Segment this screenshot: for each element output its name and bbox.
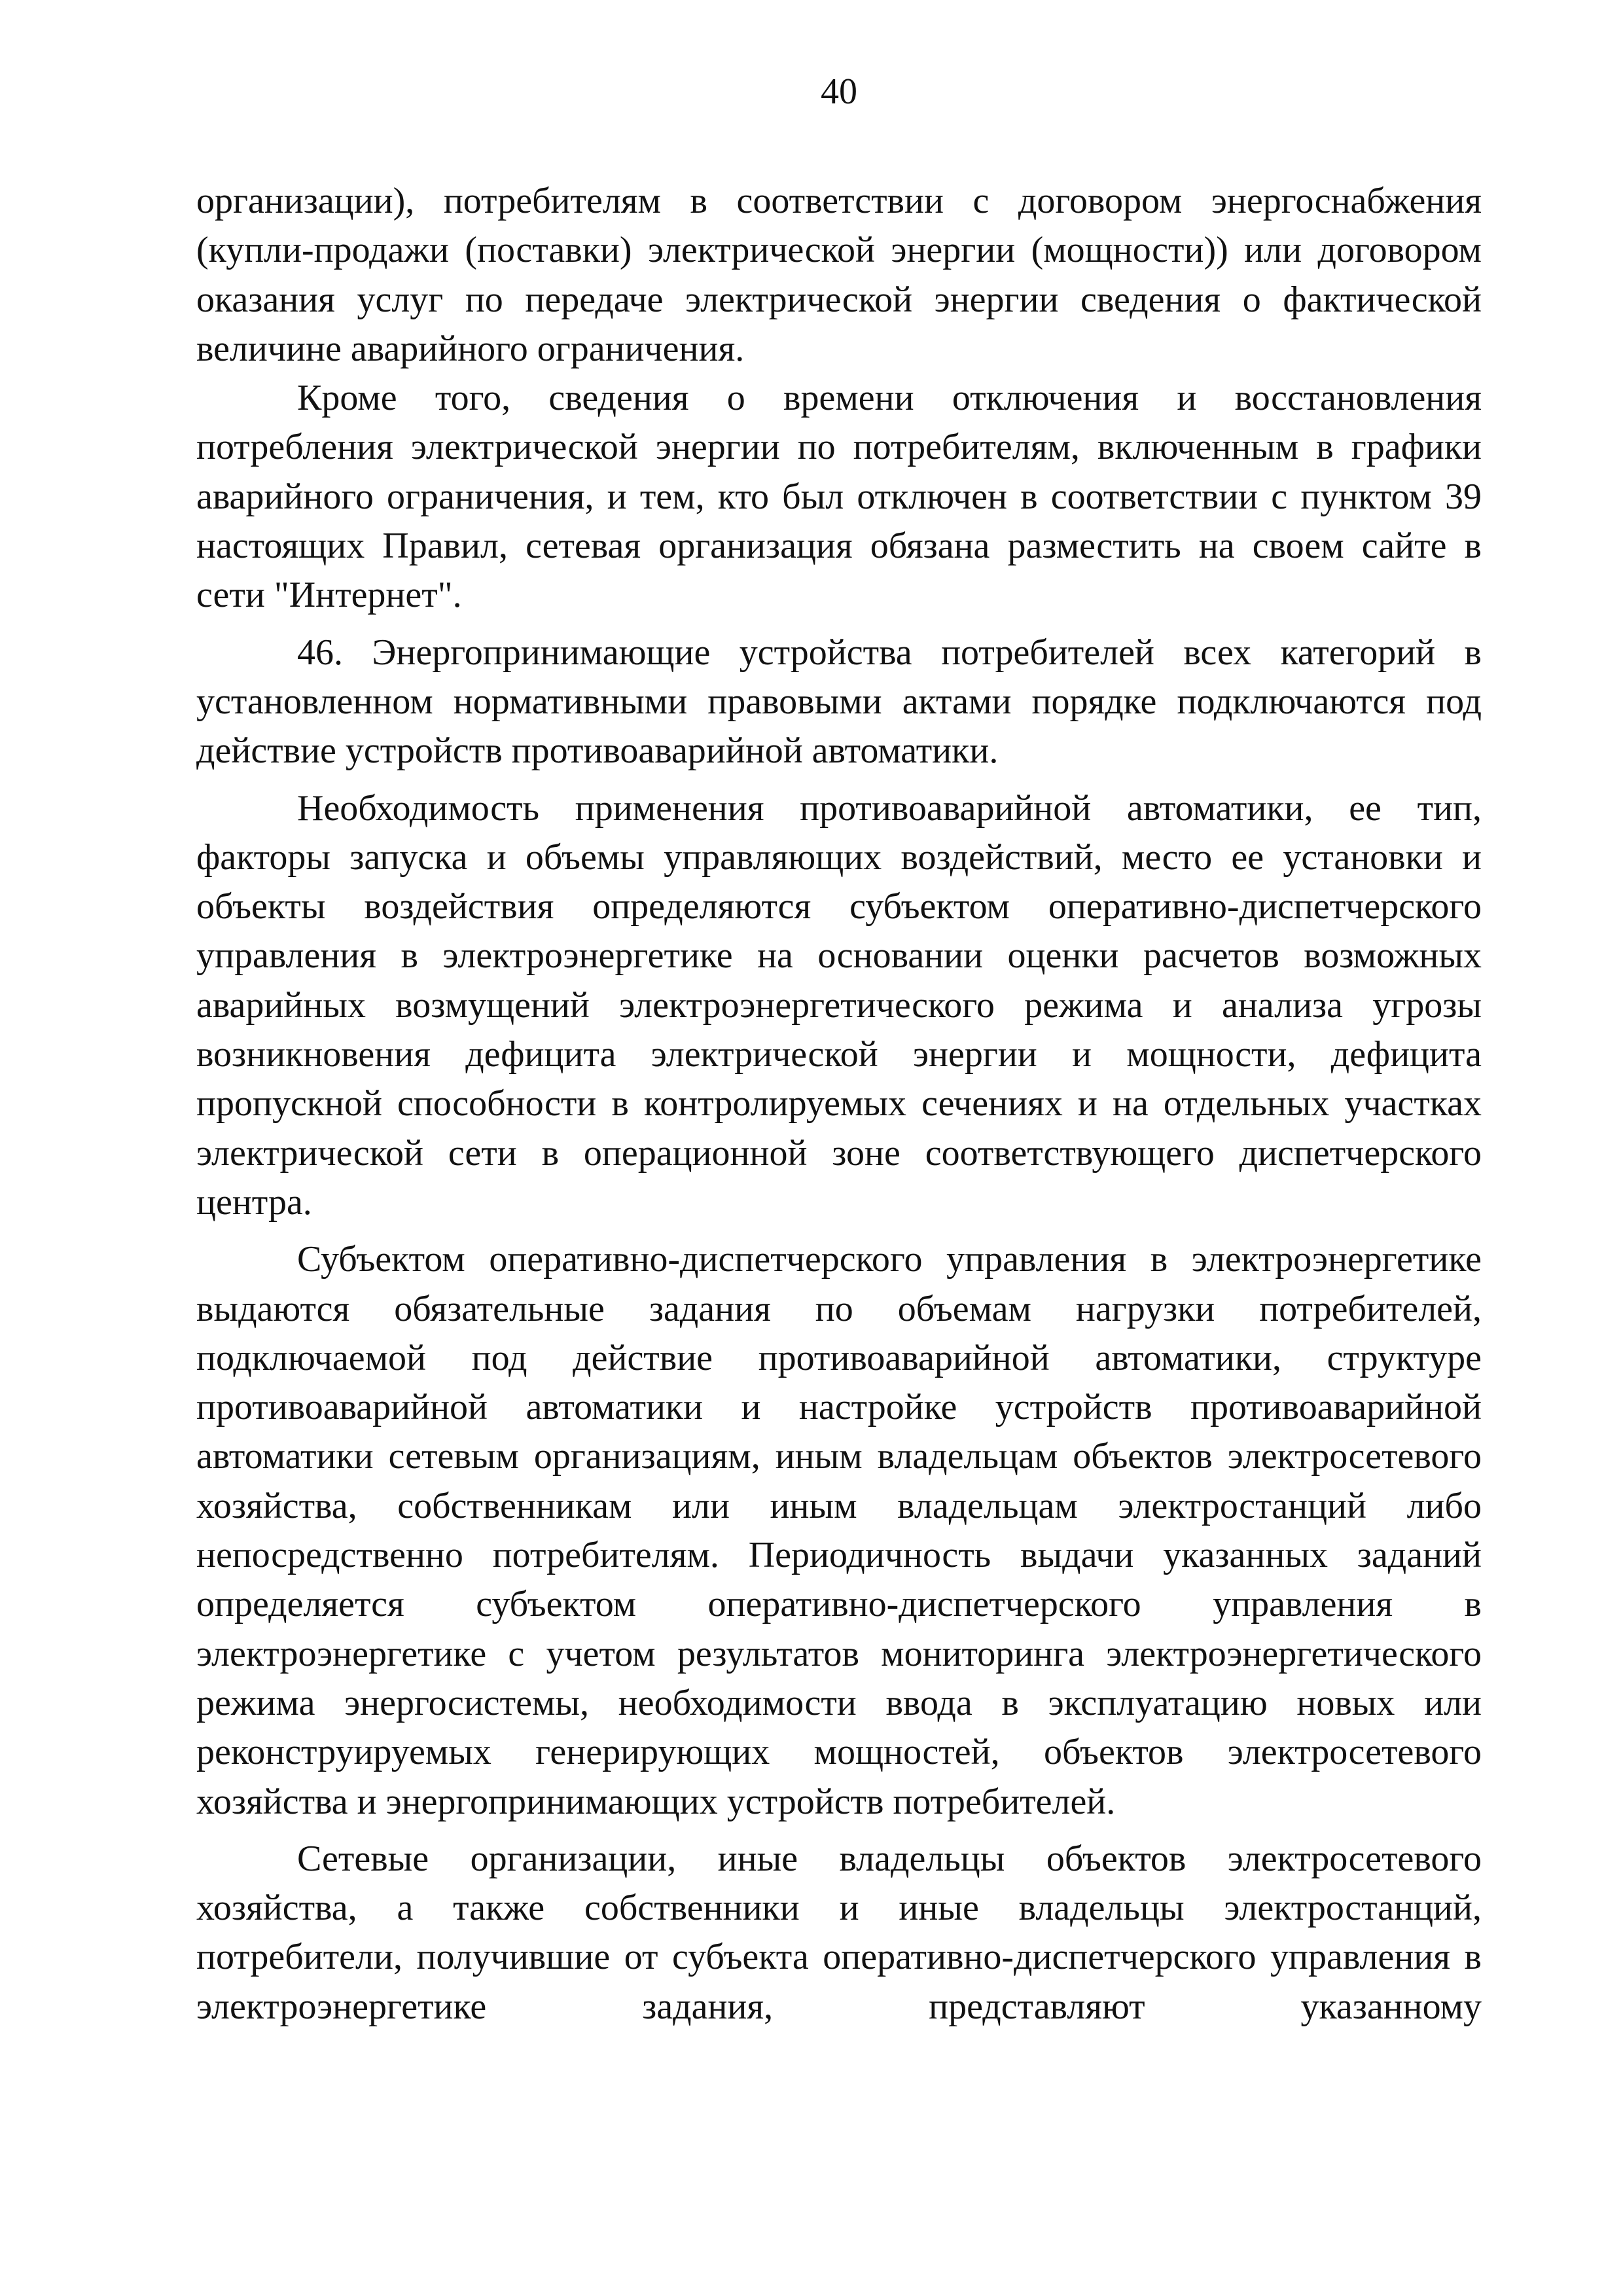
paragraph-mandatory-tasks: Субъектом оперативно-диспетчерского управления в электроэнергетике выдаются обязательные задания по объемам нагрузки потребителей, подключаемой под действие противоаварийной автоматики, структуре противоаварийной автоматики и настройке устройств противоаварийной автоматики сетевым организациям, иным владельцам объектов электросетевого хозяйства, собственникам или иным владельцам электростанций либо непосредственно потребителям. Периодичность выдачи указанных заданий определяется субъектом оперативно-диспетчерского управления в электроэнергетике с учетом результатов мониторинга электроэнергетического режима энергосистемы, необходимости ввода в эксплуатацию новых или реконструируемых генерирующих мощностей, объектов электросетевого хозяйства и энергопринимающих устройств потребителей. bbox=[196, 1239, 1482, 1822]
document-body bbox=[196, 177, 1482, 2032]
paragraph-item-46: 46. Энергопринимающие устройства потребителей всех категорий в установленном нормативными правовыми актами порядке подключаются под действие устройств противоаварийной автоматики. bbox=[196, 632, 1482, 772]
page-number: 40 bbox=[821, 71, 857, 112]
paragraph-network-organizations: Сетевые организации, иные владельцы объектов электросетевого хозяйства, а также собственники и иные владельцы электростанций, потребители, получившие от субъекта оперативно-диспетчерского управления в электроэнергетике задания, представляют указанному bbox=[196, 1838, 1482, 2027]
paragraph-continuation: организации), потребителям в соответствии с договором энергоснабжения (купли-продажи (поставки) электрической энергии (мощности)) или договором оказания услуг по передаче электрической энергии сведения о фактической величине аварийного ограничения. bbox=[196, 181, 1482, 369]
paragraph-automation-necessity: Необходимость применения противоаварийной автоматики, ее тип, факторы запуска и объемы управляющих воздействий, место ее установки и объекты воздействия определяются субъектом оперативно-диспетчерского управления в электроэнергетике на основании оценки расчетов возможных аварийных возмущений электроэнергетического режима и анализа угрозы возникновения дефицита электрической энергии и мощности, дефицита пропускной способности в контролируемых сечениях и на отдельных участках электрической сети в операционной зоне соответствующего диспетчерского центра. bbox=[196, 787, 1482, 1223]
paragraph-internet-publication: Кроме того, сведения о времени отключения и восстановления потребления электрической энергии по потребителям, включенным в графики аварийного ограничения, и тем, кто был отключен в соответствии с пунктом 39 настоящих Правил, сетевая организация обязана разместить на своем сайте в сети "Интернет". bbox=[196, 378, 1482, 616]
